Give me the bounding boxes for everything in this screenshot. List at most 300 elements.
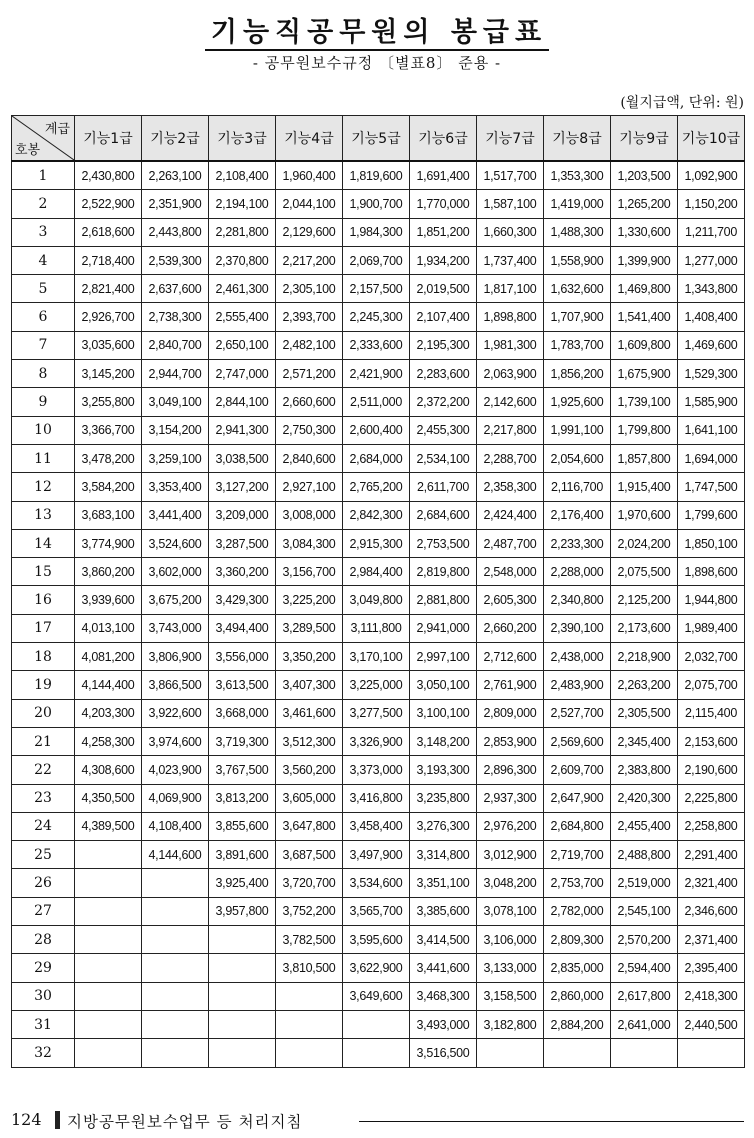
- step-number-cell: 5: [12, 275, 75, 303]
- salary-cell: 2,142,600: [477, 388, 544, 416]
- salary-cell: 2,263,200: [611, 671, 678, 699]
- table-body: [12, 161, 745, 1067]
- salary-cell: 2,443,800: [142, 218, 209, 246]
- salary-cell: 2,393,700: [276, 303, 343, 331]
- salary-cell: 3,516,500: [410, 1039, 477, 1067]
- table-row: [12, 586, 745, 614]
- salary-cell: 2,125,200: [611, 586, 678, 614]
- salary-cell: 2,305,500: [611, 699, 678, 727]
- column-header-grade-3: 기능3급: [209, 116, 276, 162]
- step-number-cell: 29: [12, 954, 75, 982]
- salary-cell: 1,851,200: [410, 218, 477, 246]
- salary-cell: 1,150,200: [678, 190, 745, 218]
- salary-cell: 1,488,300: [544, 218, 611, 246]
- column-header-grade-5: 기능5급: [343, 116, 410, 162]
- salary-cell: 2,819,800: [410, 558, 477, 586]
- step-number-cell: 15: [12, 558, 75, 586]
- salary-cell: 2,605,300: [477, 586, 544, 614]
- salary-cell: 2,487,700: [477, 529, 544, 557]
- salary-cell: 1,203,500: [611, 161, 678, 190]
- salary-cell: 3,922,600: [142, 699, 209, 727]
- page-subtitle: - 공무원보수규정 〔별표8〕 준용 -: [252, 54, 502, 72]
- salary-cell: 2,383,800: [611, 756, 678, 784]
- salary-cell: 3,255,800: [75, 388, 142, 416]
- salary-cell: 3,957,800: [209, 897, 276, 925]
- table-row: [12, 897, 745, 925]
- salary-cell: 1,960,400: [276, 161, 343, 190]
- salary-cell: 3,675,200: [142, 586, 209, 614]
- step-number-cell: 22: [12, 756, 75, 784]
- table-row: [12, 501, 745, 529]
- salary-cell: 3,366,700: [75, 416, 142, 444]
- salary-cell: 3,414,500: [410, 926, 477, 954]
- table-row: [12, 671, 745, 699]
- page-number: 124: [11, 1110, 42, 1129]
- salary-cell: 3,605,000: [276, 784, 343, 812]
- salary-cell: 2,483,900: [544, 671, 611, 699]
- table-row: [12, 388, 745, 416]
- salary-cell: 2,840,600: [276, 444, 343, 472]
- salary-cell: 4,144,600: [142, 841, 209, 869]
- salary-cell: 2,761,900: [477, 671, 544, 699]
- salary-cell: 2,750,300: [276, 416, 343, 444]
- salary-cell: 2,153,600: [678, 727, 745, 755]
- step-number-cell: 32: [12, 1039, 75, 1067]
- salary-cell: 3,441,600: [410, 954, 477, 982]
- salary-cell: 2,571,200: [276, 360, 343, 388]
- step-number-cell: 31: [12, 1010, 75, 1038]
- salary-cell: 3,193,300: [410, 756, 477, 784]
- salary-cell: 2,233,300: [544, 529, 611, 557]
- step-number-cell: 26: [12, 869, 75, 897]
- table-row: [12, 218, 745, 246]
- table-row: [12, 360, 745, 388]
- salary-cell: 3,049,800: [343, 586, 410, 614]
- salary-cell: 3,687,500: [276, 841, 343, 869]
- salary-cell: 3,106,000: [477, 926, 544, 954]
- step-number-cell: 24: [12, 812, 75, 840]
- salary-cell: 2,747,000: [209, 360, 276, 388]
- salary-cell: 2,195,300: [410, 331, 477, 359]
- salary-cell: 2,107,400: [410, 303, 477, 331]
- salary-cell: 2,548,000: [477, 558, 544, 586]
- salary-cell: 2,044,100: [276, 190, 343, 218]
- salary-cell: [142, 954, 209, 982]
- salary-cell: 2,333,600: [343, 331, 410, 359]
- salary-cell: 1,915,400: [611, 473, 678, 501]
- salary-cell: 3,866,500: [142, 671, 209, 699]
- salary-cell: 3,493,000: [410, 1010, 477, 1038]
- salary-cell: 2,896,300: [477, 756, 544, 784]
- salary-cell: 2,915,300: [343, 529, 410, 557]
- salary-cell: 3,782,500: [276, 926, 343, 954]
- table-row: [12, 190, 745, 218]
- salary-cell: 2,346,600: [678, 897, 745, 925]
- salary-cell: 2,842,300: [343, 501, 410, 529]
- salary-cell: 1,694,000: [678, 444, 745, 472]
- salary-cell: 1,585,900: [678, 388, 745, 416]
- salary-cell: 2,611,700: [410, 473, 477, 501]
- salary-cell: 2,545,100: [611, 897, 678, 925]
- table-row: [12, 161, 745, 190]
- column-header-grade-8: 기능8급: [544, 116, 611, 162]
- salary-cell: 1,856,200: [544, 360, 611, 388]
- salary-cell: [276, 982, 343, 1010]
- step-number-cell: 1: [12, 161, 75, 190]
- salary-cell: 2,844,100: [209, 388, 276, 416]
- salary-cell: 2,609,700: [544, 756, 611, 784]
- salary-cell: 3,148,200: [410, 727, 477, 755]
- salary-cell: 3,154,200: [142, 416, 209, 444]
- step-number-cell: 19: [12, 671, 75, 699]
- salary-cell: [209, 1039, 276, 1067]
- salary-cell: 2,840,700: [142, 331, 209, 359]
- table-row: [12, 416, 745, 444]
- footer-document-title: 지방공무원보수업무 등 처리지침: [67, 1113, 303, 1131]
- salary-cell: 3,035,600: [75, 331, 142, 359]
- salary-cell: 2,075,500: [611, 558, 678, 586]
- salary-cell: 3,441,400: [142, 501, 209, 529]
- salary-cell: 3,974,600: [142, 727, 209, 755]
- salary-cell: 1,517,700: [477, 161, 544, 190]
- salary-cell: 3,277,500: [343, 699, 410, 727]
- salary-cell: 3,008,000: [276, 501, 343, 529]
- table-row: [12, 303, 745, 331]
- step-number-cell: 3: [12, 218, 75, 246]
- salary-cell: 3,049,100: [142, 388, 209, 416]
- step-number-cell: 25: [12, 841, 75, 869]
- salary-cell: 2,853,900: [477, 727, 544, 755]
- salary-cell: [142, 1010, 209, 1038]
- salary-cell: 2,455,400: [611, 812, 678, 840]
- salary-cell: 3,524,600: [142, 529, 209, 557]
- salary-cell: 3,385,600: [410, 897, 477, 925]
- salary-cell: 3,373,000: [343, 756, 410, 784]
- table-row: [12, 246, 745, 274]
- salary-cell: 3,461,600: [276, 699, 343, 727]
- salary-cell: 2,370,800: [209, 246, 276, 274]
- salary-cell: 3,078,100: [477, 897, 544, 925]
- salary-cell: 2,555,400: [209, 303, 276, 331]
- salary-cell: [75, 897, 142, 925]
- salary-cell: 3,276,300: [410, 812, 477, 840]
- salary-cell: 2,997,100: [410, 643, 477, 671]
- table-header-row: [12, 116, 745, 162]
- salary-cell: 3,720,700: [276, 869, 343, 897]
- salary-cell: 3,497,900: [343, 841, 410, 869]
- salary-cell: 2,941,000: [410, 614, 477, 642]
- salary-cell: 3,647,800: [276, 812, 343, 840]
- salary-cell: 2,075,700: [678, 671, 745, 699]
- salary-cell: 3,145,200: [75, 360, 142, 388]
- salary-cell: 2,684,000: [343, 444, 410, 472]
- salary-cell: 4,203,300: [75, 699, 142, 727]
- table-row: [12, 812, 745, 840]
- salary-cell: 2,395,400: [678, 954, 745, 982]
- salary-cell: [75, 926, 142, 954]
- salary-cell: 2,420,300: [611, 784, 678, 812]
- salary-cell: [209, 1010, 276, 1038]
- salary-cell: 2,884,200: [544, 1010, 611, 1038]
- salary-cell: [209, 982, 276, 1010]
- salary-cell: 2,116,700: [544, 473, 611, 501]
- column-header-grade-10: 기능10급: [678, 116, 745, 162]
- salary-cell: 2,372,200: [410, 388, 477, 416]
- salary-cell: 1,211,700: [678, 218, 745, 246]
- salary-cell: 2,718,400: [75, 246, 142, 274]
- salary-cell: 2,461,300: [209, 275, 276, 303]
- table-row: [12, 982, 745, 1010]
- salary-cell: 3,683,100: [75, 501, 142, 529]
- salary-cell: 2,765,200: [343, 473, 410, 501]
- salary-cell: 2,534,100: [410, 444, 477, 472]
- salary-cell: 2,860,000: [544, 982, 611, 1010]
- salary-cell: 1,609,800: [611, 331, 678, 359]
- step-number-cell: 12: [12, 473, 75, 501]
- corner-grade-label: 계급: [44, 122, 70, 137]
- salary-cell: 3,939,600: [75, 586, 142, 614]
- salary-cell: 3,478,200: [75, 444, 142, 472]
- salary-cell: 2,944,700: [142, 360, 209, 388]
- salary-cell: 2,258,800: [678, 812, 745, 840]
- salary-cell: 2,263,100: [142, 161, 209, 190]
- page-footer: [11, 1108, 744, 1132]
- salary-cell: 3,050,100: [410, 671, 477, 699]
- salary-cell: 3,584,200: [75, 473, 142, 501]
- salary-cell: [276, 1039, 343, 1067]
- salary-cell: 2,225,800: [678, 784, 745, 812]
- salary-cell: 3,100,100: [410, 699, 477, 727]
- salary-cell: 2,129,600: [276, 218, 343, 246]
- salary-cell: 3,468,300: [410, 982, 477, 1010]
- salary-cell: 3,133,000: [477, 954, 544, 982]
- salary-cell: 1,737,400: [477, 246, 544, 274]
- salary-cell: [611, 1039, 678, 1067]
- salary-cell: 1,330,600: [611, 218, 678, 246]
- salary-cell: 2,753,700: [544, 869, 611, 897]
- salary-cell: 1,541,400: [611, 303, 678, 331]
- salary-cell: 2,421,900: [343, 360, 410, 388]
- salary-cell: 2,660,600: [276, 388, 343, 416]
- salary-cell: 3,360,200: [209, 558, 276, 586]
- page-title: 기능직공무원의 봉급표: [0, 10, 754, 49]
- salary-cell: 2,390,100: [544, 614, 611, 642]
- salary-cell: 3,810,500: [276, 954, 343, 982]
- salary-cell: 3,353,400: [142, 473, 209, 501]
- salary-cell: 4,144,400: [75, 671, 142, 699]
- salary-cell: 2,482,100: [276, 331, 343, 359]
- salary-cell: [142, 1039, 209, 1067]
- step-number-cell: 11: [12, 444, 75, 472]
- salary-cell: 2,782,000: [544, 897, 611, 925]
- salary-cell: 3,225,000: [343, 671, 410, 699]
- salary-cell: 1,989,400: [678, 614, 745, 642]
- salary-cell: [142, 982, 209, 1010]
- salary-table: [11, 115, 745, 1068]
- salary-cell: [75, 869, 142, 897]
- salary-cell: 2,069,700: [343, 246, 410, 274]
- salary-cell: 2,519,000: [611, 869, 678, 897]
- salary-cell: 2,712,600: [477, 643, 544, 671]
- salary-cell: 1,265,200: [611, 190, 678, 218]
- step-number-cell: 30: [12, 982, 75, 1010]
- salary-cell: 3,458,400: [343, 812, 410, 840]
- salary-cell: 3,613,500: [209, 671, 276, 699]
- salary-cell: 1,984,300: [343, 218, 410, 246]
- salary-cell: 3,158,500: [477, 982, 544, 1010]
- salary-cell: 2,340,800: [544, 586, 611, 614]
- salary-cell: 2,217,800: [477, 416, 544, 444]
- salary-cell: 2,371,400: [678, 926, 745, 954]
- salary-cell: 4,108,400: [142, 812, 209, 840]
- salary-cell: 1,660,300: [477, 218, 544, 246]
- salary-cell: 1,925,600: [544, 388, 611, 416]
- salary-cell: 4,389,500: [75, 812, 142, 840]
- salary-cell: 2,660,200: [477, 614, 544, 642]
- unit-note: (월지급액, 단위: 원): [620, 95, 744, 111]
- salary-cell: 1,353,300: [544, 161, 611, 190]
- salary-cell: 2,291,400: [678, 841, 745, 869]
- salary-cell: 1,799,800: [611, 416, 678, 444]
- table-row: [12, 473, 745, 501]
- salary-cell: 2,821,400: [75, 275, 142, 303]
- salary-cell: 3,289,500: [276, 614, 343, 642]
- salary-cell: 3,314,800: [410, 841, 477, 869]
- salary-cell: 3,668,000: [209, 699, 276, 727]
- salary-cell: 1,675,900: [611, 360, 678, 388]
- salary-cell: 2,594,400: [611, 954, 678, 982]
- table-row: [12, 727, 745, 755]
- salary-cell: 3,719,300: [209, 727, 276, 755]
- salary-cell: [343, 1010, 410, 1038]
- salary-cell: 1,898,800: [477, 303, 544, 331]
- table-corner-header: [12, 116, 75, 162]
- salary-cell: 2,218,900: [611, 643, 678, 671]
- salary-cell: 2,173,600: [611, 614, 678, 642]
- salary-cell: 3,084,300: [276, 529, 343, 557]
- salary-cell: 3,602,000: [142, 558, 209, 586]
- salary-cell: 3,560,200: [276, 756, 343, 784]
- salary-cell: 3,743,000: [142, 614, 209, 642]
- table-row: [12, 756, 745, 784]
- step-number-cell: 28: [12, 926, 75, 954]
- salary-cell: [209, 926, 276, 954]
- table-row: [12, 529, 745, 557]
- salary-cell: 1,739,100: [611, 388, 678, 416]
- salary-cell: 3,813,200: [209, 784, 276, 812]
- salary-cell: 1,343,800: [678, 275, 745, 303]
- salary-cell: 2,684,600: [410, 501, 477, 529]
- salary-cell: [477, 1039, 544, 1067]
- table-row: [12, 275, 745, 303]
- salary-cell: 1,408,400: [678, 303, 745, 331]
- corner-step-label: 호봉: [15, 143, 41, 158]
- salary-cell: 3,774,900: [75, 529, 142, 557]
- salary-cell: 4,069,900: [142, 784, 209, 812]
- salary-cell: 2,637,600: [142, 275, 209, 303]
- salary-cell: 2,217,200: [276, 246, 343, 274]
- salary-cell: 2,438,000: [544, 643, 611, 671]
- step-number-cell: 13: [12, 501, 75, 529]
- table-row: [12, 614, 745, 642]
- salary-cell: [209, 954, 276, 982]
- salary-cell: 3,494,400: [209, 614, 276, 642]
- step-number-cell: 17: [12, 614, 75, 642]
- salary-cell: 2,345,400: [611, 727, 678, 755]
- salary-cell: 2,937,300: [477, 784, 544, 812]
- salary-cell: 3,351,100: [410, 869, 477, 897]
- salary-cell: 2,108,400: [209, 161, 276, 190]
- salary-cell: [142, 869, 209, 897]
- salary-cell: 1,944,800: [678, 586, 745, 614]
- salary-cell: [75, 1010, 142, 1038]
- salary-cell: 4,081,200: [75, 643, 142, 671]
- salary-cell: 1,991,100: [544, 416, 611, 444]
- salary-cell: 2,157,500: [343, 275, 410, 303]
- salary-cell: 2,024,200: [611, 529, 678, 557]
- salary-cell: 3,038,500: [209, 444, 276, 472]
- salary-cell: 3,534,600: [343, 869, 410, 897]
- salary-cell: 1,850,100: [678, 529, 745, 557]
- salary-cell: 1,819,600: [343, 161, 410, 190]
- salary-cell: 1,707,900: [544, 303, 611, 331]
- salary-cell: 1,981,300: [477, 331, 544, 359]
- salary-cell: 2,288,000: [544, 558, 611, 586]
- salary-cell: 3,855,600: [209, 812, 276, 840]
- salary-cell: 3,407,300: [276, 671, 343, 699]
- salary-cell: 3,595,600: [343, 926, 410, 954]
- salary-cell: [678, 1039, 745, 1067]
- step-number-cell: 21: [12, 727, 75, 755]
- salary-cell: [142, 926, 209, 954]
- salary-cell: 3,860,200: [75, 558, 142, 586]
- salary-cell: 2,054,600: [544, 444, 611, 472]
- salary-cell: 1,898,600: [678, 558, 745, 586]
- salary-cell: 2,650,100: [209, 331, 276, 359]
- salary-cell: 1,857,800: [611, 444, 678, 472]
- step-number-cell: 6: [12, 303, 75, 331]
- salary-cell: 2,719,700: [544, 841, 611, 869]
- salary-cell: 2,245,300: [343, 303, 410, 331]
- salary-cell: 1,900,700: [343, 190, 410, 218]
- salary-cell: [75, 954, 142, 982]
- salary-cell: 2,647,900: [544, 784, 611, 812]
- table-row: [12, 1010, 745, 1038]
- salary-cell: 2,063,900: [477, 360, 544, 388]
- step-number-cell: 10: [12, 416, 75, 444]
- step-number-cell: 9: [12, 388, 75, 416]
- salary-cell: 3,350,200: [276, 643, 343, 671]
- column-header-grade-1: 기능1급: [75, 116, 142, 162]
- salary-cell: 2,641,000: [611, 1010, 678, 1038]
- salary-cell: 3,622,900: [343, 954, 410, 982]
- step-number-cell: 27: [12, 897, 75, 925]
- salary-cell: 3,512,300: [276, 727, 343, 755]
- salary-cell: 2,455,300: [410, 416, 477, 444]
- salary-cell: 3,127,200: [209, 473, 276, 501]
- salary-cell: 1,399,900: [611, 246, 678, 274]
- step-number-cell: 8: [12, 360, 75, 388]
- salary-cell: 3,925,400: [209, 869, 276, 897]
- salary-cell: 4,258,300: [75, 727, 142, 755]
- salary-cell: 1,469,800: [611, 275, 678, 303]
- salary-cell: 2,288,700: [477, 444, 544, 472]
- salary-cell: 4,023,900: [142, 756, 209, 784]
- salary-cell: 2,430,800: [75, 161, 142, 190]
- salary-cell: 3,767,500: [209, 756, 276, 784]
- table-row: [12, 444, 745, 472]
- salary-cell: 1,419,000: [544, 190, 611, 218]
